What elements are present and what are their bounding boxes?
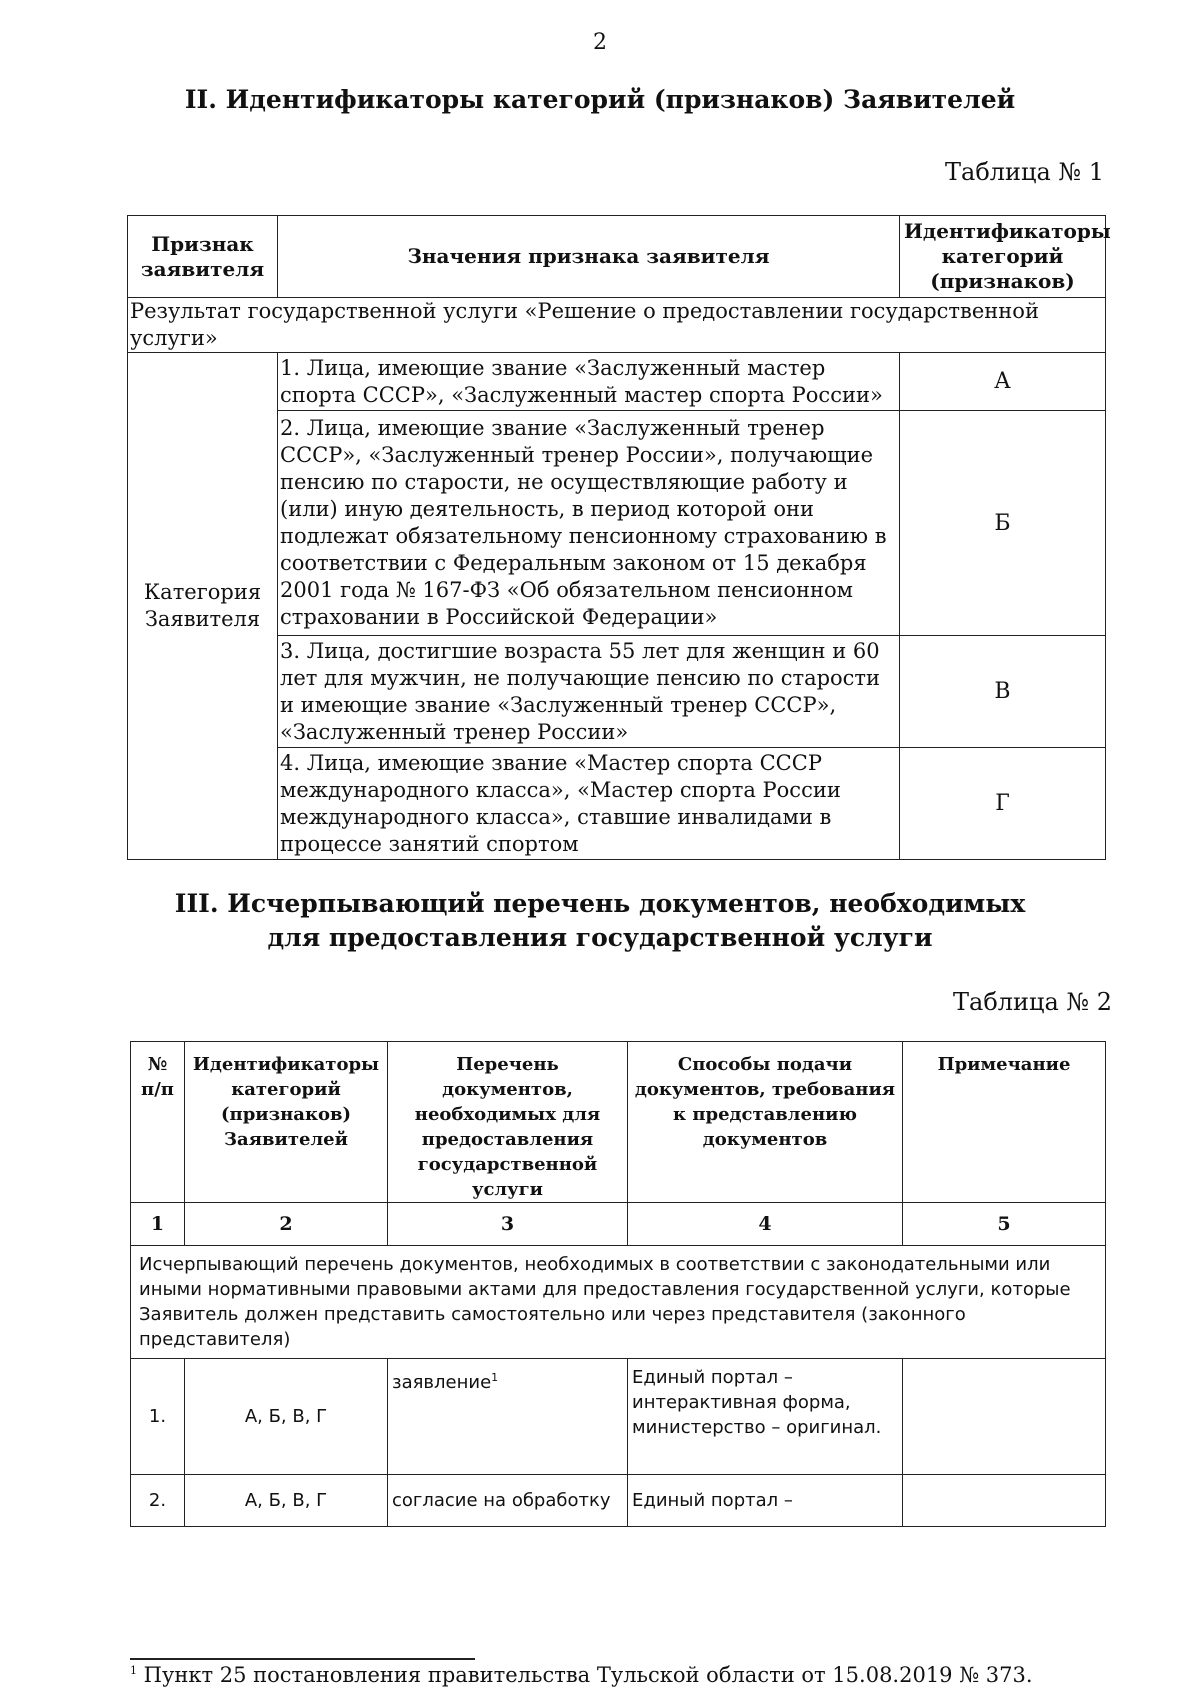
row-number: 1. — [131, 1359, 185, 1475]
table-applicant-categories — [127, 215, 1111, 860]
category-id: Г — [900, 748, 1106, 860]
row-category-ids: А, Б, В, Г — [185, 1359, 388, 1475]
header-submission-methods: Способы подачи документов, требования к представлению документов — [628, 1042, 903, 1203]
column-number: 1 — [131, 1203, 185, 1246]
table-row — [131, 1359, 1106, 1475]
header-note: Примечание — [903, 1042, 1106, 1203]
table-1-caption: Таблица № 1 — [945, 158, 1104, 186]
header-feature-values: Значения признака заявителя — [278, 216, 900, 298]
category-value: 3. Лица, достигшие возраста 55 лет для женщин и 60 лет для мужчин, не получающие пенсию по старости и имеющие звание «Заслуженный тренер СССР», «Заслуженный тренер России» — [278, 636, 900, 748]
category-value: 4. Лица, имеющие звание «Мастер спорта СССР международного класса», «Мастер спорта России международного класса», ставшие инвалидами в процессе занятий спортом — [278, 748, 900, 860]
column-number: 3 — [388, 1203, 628, 1246]
header-category-ids: Идентификаторы категорий (признаков) Заявителей — [185, 1042, 388, 1203]
header-applicant-feature: Признак заявителя — [128, 216, 278, 298]
section-3-title-line-2: для предоставления государственной услуги — [267, 923, 933, 952]
column-number: 5 — [903, 1203, 1106, 1246]
row-document: согласие на обработку — [388, 1475, 628, 1527]
column-number: 2 — [185, 1203, 388, 1246]
row-number: 2. — [131, 1475, 185, 1527]
category-value: 1. Лица, имеющие звание «Заслуженный мастер спорта СССР», «Заслуженный мастер спорта России» — [278, 353, 900, 411]
footnote-mark: 1 — [130, 1664, 137, 1677]
page-number: 2 — [593, 30, 607, 55]
documents-intro: Исчерпывающий перечень документов, необходимых в соответствии с законодательными или иными нормативными правовыми актами для предоставления государственной услуги, которые Заявитель должен представить самостоятельно или через представителя (законного представителя) — [131, 1246, 1106, 1359]
row-submission-method: Единый портал – — [628, 1475, 903, 1527]
row-document — [388, 1359, 628, 1475]
footnote-separator — [130, 1658, 475, 1660]
category-id: А — [900, 353, 1106, 411]
category-label: Категория Заявителя — [128, 353, 278, 860]
row-note — [903, 1359, 1106, 1475]
header-number: № п/п — [131, 1042, 185, 1203]
footnote-ref: 1 — [491, 1371, 499, 1384]
result-row: Результат государственной услуги «Решение о предоставлении государственной услуги» — [128, 298, 1106, 353]
category-id: Б — [900, 411, 1106, 636]
row-note — [903, 1475, 1106, 1527]
category-id: В — [900, 636, 1106, 748]
table-2-caption: Таблица № 2 — [953, 988, 1112, 1016]
row-document-text: заявление — [392, 1372, 492, 1393]
table-row — [131, 1475, 1106, 1527]
header-category-ids: Идентификаторы категорий (признаков) — [900, 216, 1106, 298]
row-category-ids: А, Б, В, Г — [185, 1475, 388, 1527]
section-3-title-line-1: III. Исчерпывающий перечень документов, необходимых — [174, 889, 1026, 918]
column-number: 4 — [628, 1203, 903, 1246]
row-submission-method: Единый портал – интерактивная форма, министерство – оригинал. — [628, 1359, 903, 1475]
section-2-title: II. Идентификаторы категорий (признаков) Заявителей — [184, 85, 1016, 114]
footnote-text: Пункт 25 постановления правительства Тульской области от 15.08.2019 № 373. — [137, 1663, 1033, 1687]
table-documents — [130, 1041, 1106, 1527]
footnote — [130, 1663, 1033, 1687]
header-document-list: Перечень документов, необходимых для предоставления государственной услуги — [388, 1042, 628, 1203]
category-value: 2. Лица, имеющие звание «Заслуженный тренер СССР», «Заслуженный тренер России», получающие пенсию по старости, не осуществляющие работу и (или) иную деятельность, в период которой они подлежат обязательному пенсионному страхованию в соответствии с Федеральным законом от 15 декабря 2001 года № 167-ФЗ «Об обязательном пенсионном страховании в Российской Федерации» — [278, 411, 900, 636]
